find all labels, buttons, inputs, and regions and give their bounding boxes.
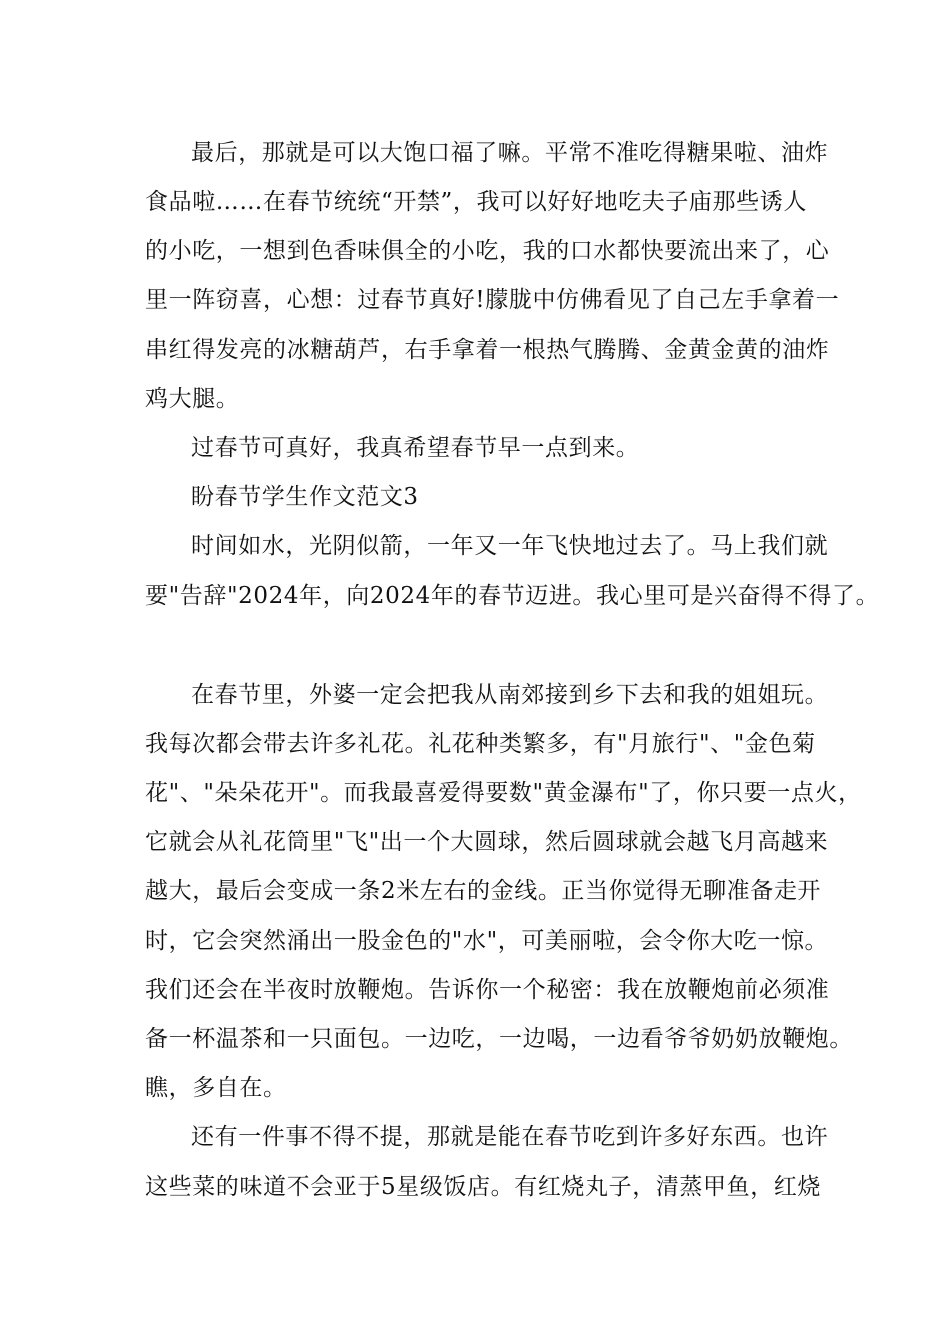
text-line: 鸡大腿。 [145,386,240,412]
text-line: 这些菜的味道不会亚于5星级饭店。有红烧丸子，清蒸甲鱼，红烧 [145,1174,822,1200]
text-line: 串红得发亮的冰糖葫芦，右手拿着一根热气腾腾、金黄金黄的油炸 [145,337,830,363]
text-line: 时，它会突然涌出一股金色的"水"，可美丽啦，会令你大吃一惊。 [145,928,829,954]
text-line: 要"告辞"2024年，向2024年的春节迈进。我心里可是兴奋得不得了。 [145,583,880,609]
text-line: 瞧，多自在。 [145,1075,287,1101]
text-line: 时间如水，光阴似箭，一年又一年飞快地过去了。马上我们就 [191,533,829,559]
text-line: 食品啦……在春节统统“开禁”，我可以好好地吃夫子庙那些诱人 [145,189,807,215]
text-line: 过春节可真好，我真希望春节早一点到来。 [191,435,640,461]
text-line: 它就会从礼花筒里"飞"出一个大圆球，然后圆球就会越飞月高越来 [145,829,829,855]
section-heading: 盼春节学生作文范文3 [191,484,419,510]
text-line: 的小吃，一想到色香味俱全的小吃，我的口水都快要流出来了，心 [145,238,830,264]
text-line: 我们还会在半夜时放鞭炮。告诉你一个秘密：我在放鞭炮前必须准 [145,977,830,1003]
text-line: 我每次都会带去许多礼花。礼花种类繁多，有"月旅行"、"金色菊 [145,731,816,757]
text-line: 最后，那就是可以大饱口福了嘛。平常不准吃得糖果啦、油炸 [191,140,829,166]
text-line: 还有一件事不得不提，那就是能在春节吃到许多好东西。也许 [191,1124,829,1150]
text-line: 越大，最后会变成一条2米左右的金线。正当你觉得无聊准备走开 [145,878,822,904]
text-line: 里一阵窃喜，心想：过春节真好!朦胧中仿佛看见了自己左手拿着一 [145,287,840,313]
text-line: 备一杯温茶和一只面包。一边吃，一边喝，一边看爷爷奶奶放鞭炮。 [145,1026,853,1052]
text-line: 在春节里，外婆一定会把我从南郊接到乡下去和我的姐姐玩。 [191,682,829,708]
text-line: 花"、"朵朵花开"。而我最喜爱得要数"黄金瀑布"了，你只要一点火， [145,780,862,806]
